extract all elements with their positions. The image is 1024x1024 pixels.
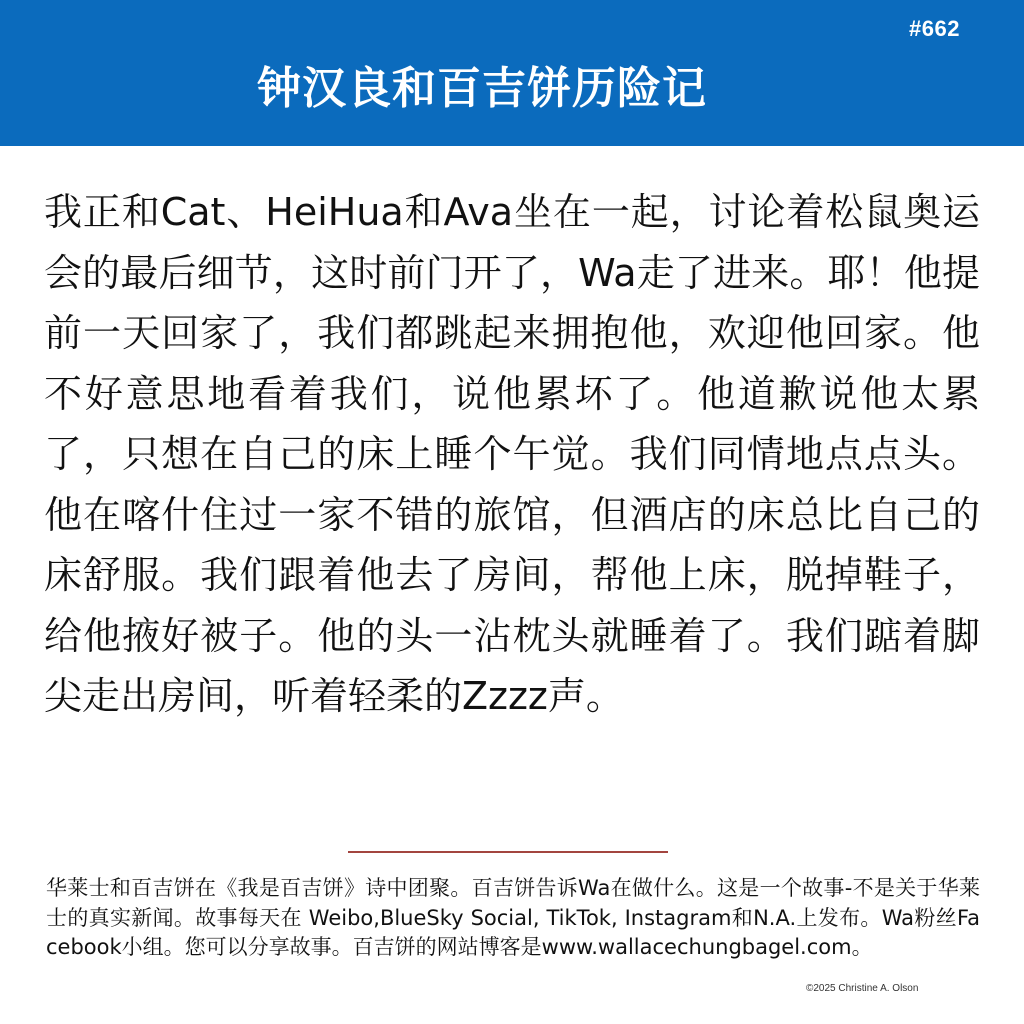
copyright-text: ©2025 Christine A. Olson <box>806 983 919 994</box>
footer-note: 华莱士和百吉饼在《我是百吉饼》诗中团聚。百吉饼告诉Wa在做什么。这是一个故事-不是关于华莱士的真实新闻。故事每天在 Weibo,BlueSky Social, TikTok, Instagram和N.A.上发布。Wa粉丝Facebook小组。您可以分享故事。百吉饼的网站博客是www.wallacechungbagel.com。 <box>46 876 980 959</box>
divider-line <box>348 851 668 853</box>
episode-number: #662 <box>909 16 960 41</box>
page-title: 钟汉良和百吉饼历险记 <box>257 63 707 114</box>
story-text: 我正和Cat、HeiHua和Ava坐在一起，讨论着松鼠奥运会的最后细节，这时前门开了，Wa走了进来。耶！他提前一天回家了，我们都跳起来拥抱他，欢迎他回家。他不好意思地看着我们，说他累坏了。他道歉说他太累了，只想在自己的床上睡个午觉。我们同情地点点头。他在喀什住过一家不错的旅馆，但酒店的床总比自己的床舒服。我们跟着他去了房间，帮他上床，脱掉鞋子，给他掖好被子。他的头一沾枕头就睡着了。我们踮着脚尖走出房间，听着轻柔的Zzzz声。 <box>44 190 980 718</box>
header-banner <box>0 0 1024 146</box>
